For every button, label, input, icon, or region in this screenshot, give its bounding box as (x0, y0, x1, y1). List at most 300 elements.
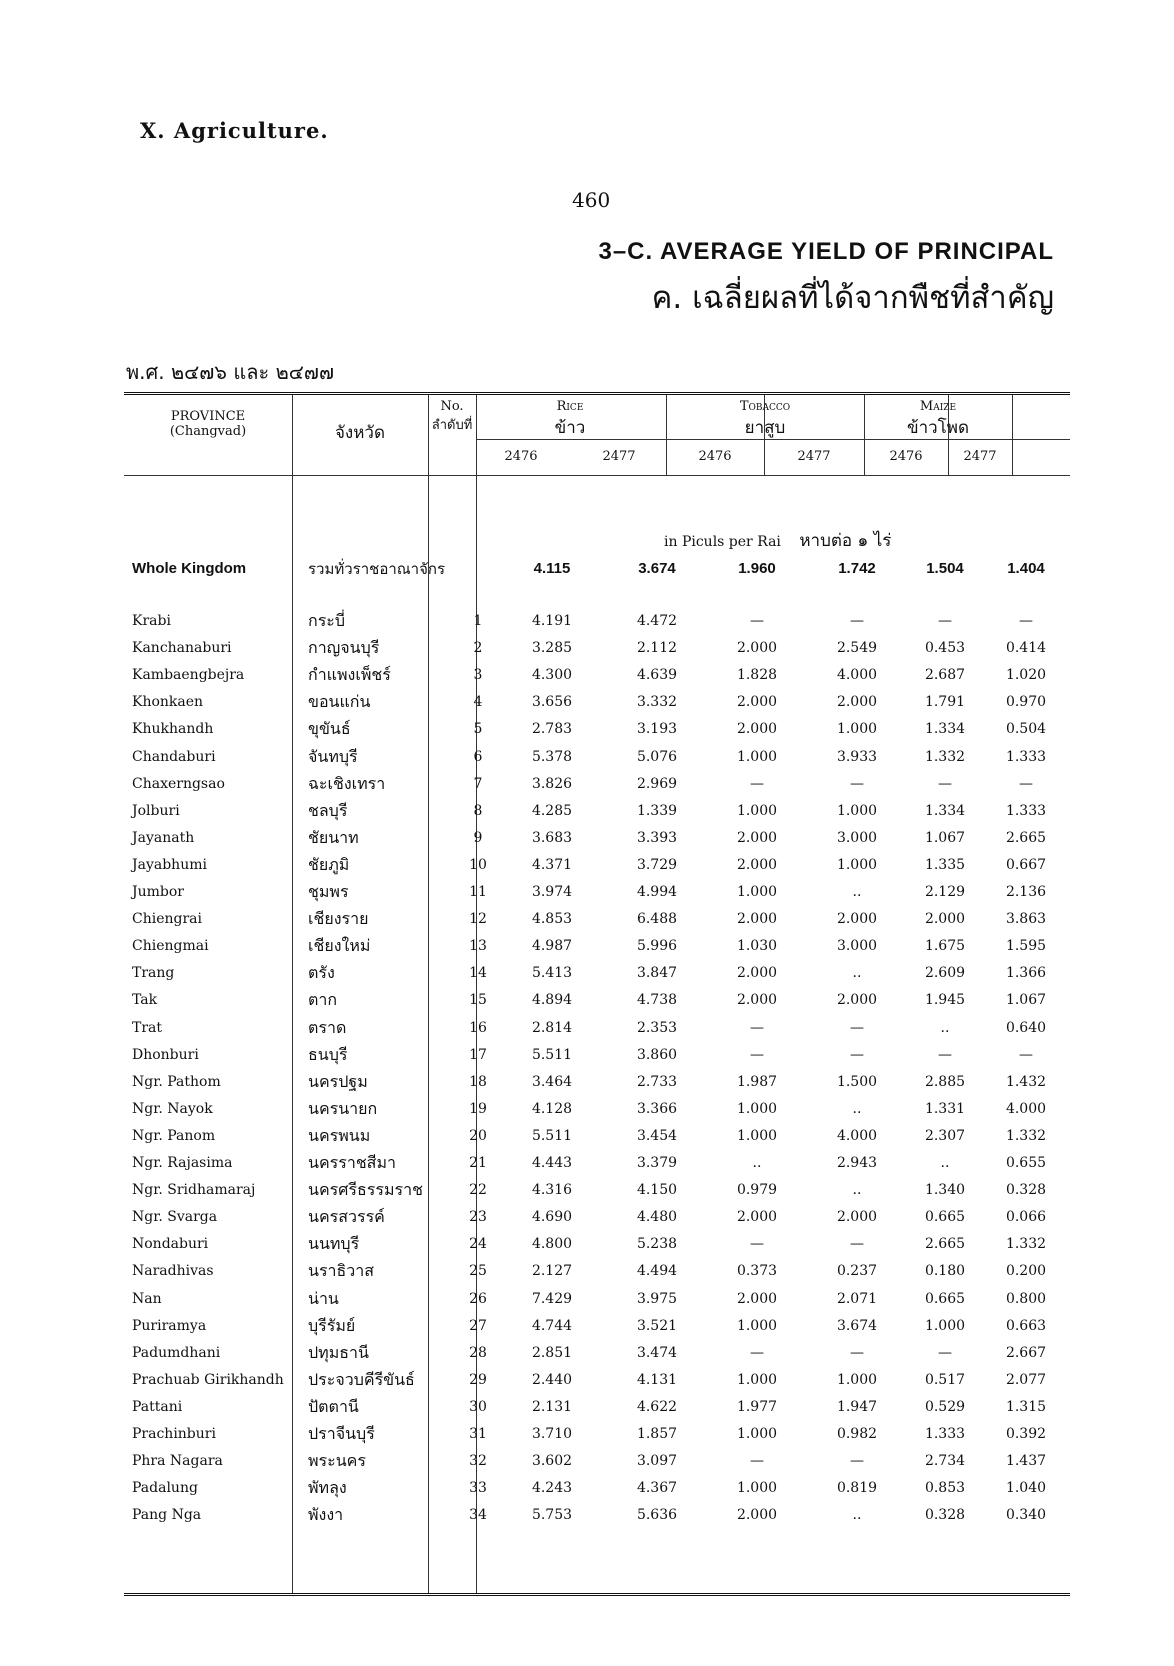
maize-header-label: Maize (919, 399, 957, 414)
yield-value: 2.000 (836, 1209, 878, 1226)
province-name-thai: ตาก (308, 990, 338, 1010)
row-number: 4 (473, 694, 483, 711)
year-header: 2477 (963, 449, 997, 464)
province-name: Padumdhani (132, 1344, 221, 1361)
row-number: 33 (469, 1480, 487, 1497)
yield-value: 2.000 (836, 911, 878, 928)
table-title-english: 3–C. AVERAGE YIELD OF PRINCIPAL (598, 238, 1054, 265)
yield-value: 2.000 (736, 1290, 778, 1307)
row-number: 11 (469, 884, 487, 900)
page-number: 460 (572, 188, 611, 212)
yield-value: 3.000 (836, 829, 878, 846)
yield-value: 2.127 (531, 1263, 573, 1280)
yield-value: 4.622 (636, 1398, 678, 1415)
yield-value: 0.663 (1005, 1317, 1047, 1334)
row-number: 27 (469, 1317, 487, 1334)
row-number: 20 (469, 1127, 487, 1144)
table-row (124, 1366, 1070, 1394)
yield-value: 1.000 (924, 1317, 966, 1334)
yield-value: 2.851 (531, 1344, 573, 1361)
yield-value: 1.067 (1005, 992, 1047, 1009)
yield-value: 0.979 (736, 1182, 778, 1199)
yield-value: 3.464 (531, 1073, 573, 1090)
province-name-thai: นครปฐม (308, 1071, 368, 1091)
maize-header (864, 399, 1012, 441)
yield-value: 2.667 (1005, 1344, 1047, 1361)
province-name: Ngr. Nayok (132, 1100, 213, 1117)
row-number: 31 (469, 1426, 487, 1442)
yield-value: 4.150 (636, 1182, 678, 1199)
yield-value: 2.000 (836, 992, 878, 1009)
province-name-thai: เชียงราย (308, 909, 369, 929)
yield-value: 2.000 (736, 911, 778, 928)
yield-value: 0.373 (736, 1263, 778, 1280)
yield-value: 5.378 (531, 748, 573, 765)
table-row (124, 797, 1070, 825)
row-number: 28 (469, 1344, 487, 1361)
yield-value: 2.307 (924, 1127, 966, 1144)
yield-value: 2.969 (636, 775, 678, 792)
yield-value: 0.328 (924, 1507, 966, 1524)
table-row (124, 986, 1070, 1014)
table-row (124, 932, 1070, 960)
table-row (124, 824, 1070, 852)
yield-value: 0.665 (924, 1209, 966, 1226)
province-name: Puriramya (132, 1317, 207, 1334)
yield-value: 2.000 (736, 721, 778, 738)
yield-value: .. (852, 884, 862, 900)
yield-value: 1.987 (736, 1073, 778, 1090)
unit-label-english: in Piculs per Rai (664, 534, 781, 550)
yield-value: 4.894 (531, 992, 573, 1009)
yield-value: 5.076 (636, 748, 678, 765)
yield-value: 1.333 (924, 1426, 966, 1442)
province-name: Chandaburi (132, 748, 216, 765)
table-row (124, 1230, 1070, 1258)
row-number: 30 (469, 1398, 487, 1415)
yield-value: 4.853 (531, 911, 573, 928)
yield-value: 1.432 (1005, 1073, 1047, 1090)
yield-value: 1.000 (736, 802, 778, 819)
total-value: 4.115 (533, 560, 571, 577)
province-name: Trat (132, 1019, 163, 1036)
yield-value: 4.243 (531, 1480, 573, 1497)
yield-value: 3.393 (636, 829, 678, 846)
table-row (124, 770, 1070, 798)
yield-value: 4.285 (531, 802, 573, 819)
province-name: Prachuab Girikhandh (132, 1371, 284, 1388)
yield-value: 3.710 (531, 1426, 573, 1442)
yield-value: 0.392 (1005, 1426, 1047, 1442)
yield-value: 1.332 (1005, 1236, 1047, 1253)
yield-value: 4.480 (636, 1209, 678, 1226)
yield-value: 5.511 (531, 1046, 573, 1063)
row-number: 1 (473, 613, 483, 629)
province-name: Phra Nagara (132, 1453, 223, 1470)
province-name: Ngr. Sridhamaraj (132, 1182, 256, 1199)
yield-value: 1.828 (736, 667, 778, 684)
yield-value: 2.814 (531, 1019, 573, 1036)
yield-value: 3.000 (836, 938, 878, 955)
province-name-thai: พระนคร (308, 1451, 366, 1471)
yield-value: 0.414 (1005, 640, 1047, 657)
yield-value: 3.656 (531, 694, 573, 711)
yield-value: 2.687 (924, 667, 966, 684)
province-name: Trang (132, 965, 175, 982)
province-name: Naradhivas (132, 1263, 214, 1280)
yield-value: 4.472 (636, 613, 678, 629)
province-name: Jayabhumi (132, 856, 207, 873)
row-number: 12 (469, 911, 487, 928)
yield-value: 2.885 (924, 1073, 966, 1090)
yield-value: 3.683 (531, 829, 573, 846)
yield-value: 4.316 (531, 1182, 573, 1199)
yield-value: 3.285 (531, 640, 573, 657)
yield-value: 3.474 (636, 1344, 678, 1361)
yield-value: 2.440 (531, 1371, 573, 1388)
row-number: 34 (469, 1507, 487, 1524)
yield-value: — (938, 1344, 952, 1361)
yield-value: 1.791 (924, 694, 966, 711)
yield-value: 4.494 (636, 1263, 678, 1280)
province-name-thai: ฉะเชิงเทรา (308, 773, 386, 793)
province-name: Jayanath (132, 829, 195, 846)
yield-value: 0.066 (1005, 1209, 1047, 1226)
yield-value: 3.332 (636, 694, 678, 711)
table-row (124, 878, 1070, 906)
yield-value: 1.000 (836, 1371, 878, 1388)
row-number: 13 (469, 938, 487, 955)
yield-value: 1.334 (924, 721, 966, 738)
province-name: Chiengmai (132, 938, 209, 955)
yield-value: 2.000 (736, 1507, 778, 1524)
table-row (124, 1501, 1070, 1529)
total-value: 1.504 (926, 560, 964, 577)
yield-value: 1.040 (1005, 1480, 1047, 1497)
yield-value: 2.549 (836, 640, 878, 657)
grid-line (1012, 395, 1013, 475)
yield-value: 1.000 (736, 748, 778, 765)
yield-value: — (850, 1453, 864, 1470)
province-name-thai: นราธิวาส (308, 1261, 375, 1281)
province-name: Kambaengbejra (132, 667, 245, 684)
province-name: Kanchanaburi (132, 640, 232, 657)
yield-value: — (850, 1344, 864, 1361)
yield-table (124, 392, 1070, 1596)
table-row (124, 688, 1070, 716)
row-number: 17 (469, 1046, 487, 1063)
yield-value: 1.595 (1005, 938, 1047, 955)
yield-value: 2.609 (924, 965, 966, 982)
yield-value: 0.970 (1005, 694, 1047, 711)
province-name-thai: ปทุมธานี (308, 1342, 369, 1362)
tobacco-header-label: Tobacco (739, 399, 791, 414)
yield-value: — (750, 1236, 764, 1253)
province-name: Nan (132, 1290, 162, 1307)
table-row (124, 905, 1070, 933)
yield-value: 2.000 (736, 856, 778, 873)
yield-value: 2.071 (836, 1290, 878, 1307)
row-number: 32 (469, 1453, 487, 1470)
yield-value: 1.333 (1005, 748, 1047, 765)
yield-value: — (938, 613, 952, 629)
province-name-thai: จันทบุรี (308, 746, 358, 766)
yield-value: 4.800 (531, 1236, 573, 1253)
yield-value: 4.994 (636, 884, 678, 900)
yield-value: 3.097 (636, 1453, 678, 1470)
table-row (124, 1149, 1070, 1177)
yield-value: 1.437 (1005, 1453, 1047, 1470)
yield-value: 2.353 (636, 1019, 678, 1036)
yield-value: 3.933 (836, 748, 878, 765)
rice-header-label: Rice (556, 399, 584, 414)
yield-value: — (1019, 1046, 1033, 1063)
province-name-thai: ตรัง (308, 963, 335, 983)
yield-value: — (750, 613, 764, 629)
yield-value: .. (940, 1155, 950, 1171)
yield-value: — (938, 1046, 952, 1063)
yield-value: .. (752, 1155, 762, 1171)
row-number: 19 (469, 1100, 487, 1117)
yield-value: 4.000 (1005, 1100, 1047, 1117)
yield-value: 7.429 (531, 1290, 573, 1307)
row-number: 7 (473, 775, 483, 792)
yield-value: 1.030 (736, 938, 778, 955)
table-row (124, 1257, 1070, 1285)
yield-value: 1.500 (836, 1073, 878, 1090)
yield-value: 1.947 (836, 1398, 878, 1415)
yield-value: 4.131 (636, 1371, 678, 1388)
table-row (124, 1176, 1070, 1204)
yield-value: 1.339 (636, 802, 678, 819)
yield-value: 5.753 (531, 1507, 573, 1524)
province-name-thai: นครราชสีมา (308, 1153, 396, 1172)
province-name: Tak (132, 992, 158, 1009)
yield-value: — (1019, 775, 1033, 792)
yield-value: 4.738 (636, 992, 678, 1009)
table-row (124, 1285, 1070, 1313)
tobacco-header (666, 399, 864, 441)
province-name-thai: เชียงใหม่ (308, 936, 371, 956)
yield-value: 1.857 (636, 1426, 678, 1442)
yield-value: 1.000 (736, 1317, 778, 1334)
yield-value: 1.000 (836, 856, 878, 873)
yield-value: 1.000 (736, 1426, 778, 1442)
yield-value: 2.000 (736, 992, 778, 1009)
yield-value: 5.511 (531, 1127, 573, 1144)
yield-value: 2.136 (1005, 884, 1047, 900)
yield-value: 1.331 (924, 1100, 966, 1117)
number-header-thai: ลำดับที่ (431, 418, 473, 433)
yield-value: — (850, 1046, 864, 1063)
yield-value: — (850, 1019, 864, 1036)
table-row (124, 661, 1070, 689)
yield-value: 0.982 (836, 1426, 878, 1442)
province-name-thai: ปัตตานี (308, 1396, 359, 1416)
province-name: Jumbor (132, 884, 184, 900)
maize-header-thai: ข้าวโพด (906, 418, 970, 438)
row-number: 3 (473, 667, 483, 684)
table-row (124, 1068, 1070, 1096)
yield-value: 1.000 (736, 1100, 778, 1117)
province-name: Khukhandh (132, 721, 214, 738)
yield-value: 1.000 (736, 1127, 778, 1144)
total-value: 3.674 (638, 560, 676, 577)
row-number: 2 (473, 640, 483, 657)
yield-value: 0.640 (1005, 1019, 1047, 1036)
number-header-label: No. (440, 399, 464, 414)
yield-value: 2.000 (736, 829, 778, 846)
table-row (124, 1095, 1070, 1123)
province-name-thai: ประจวบคีรีขันธ์ (308, 1369, 415, 1389)
yield-value: — (750, 1019, 764, 1036)
yield-value: 0.517 (924, 1371, 966, 1388)
row-number: 18 (469, 1073, 487, 1090)
province-name: Dhonburi (132, 1046, 199, 1063)
province-name-thai: นครสวรรค์ (308, 1207, 385, 1227)
yield-value: 0.529 (924, 1398, 966, 1415)
yield-value: 4.367 (636, 1480, 678, 1497)
yield-value: 3.975 (636, 1290, 678, 1307)
row-number: 29 (469, 1371, 487, 1388)
yield-value: 2.112 (636, 640, 678, 657)
province-name-thai: กำแพงเพ็ชร์ (308, 665, 391, 685)
province-name-thai: นครศรีธรรมราช (308, 1180, 423, 1200)
table-row (124, 715, 1070, 743)
yield-value: 2.000 (924, 911, 966, 928)
row-number: 10 (469, 856, 487, 873)
province-name: Nondaburi (132, 1236, 209, 1253)
yield-value: 4.128 (531, 1100, 573, 1117)
table-row (124, 743, 1070, 771)
yield-value: 4.000 (836, 667, 878, 684)
row-number: 5 (473, 721, 483, 738)
yield-value: 0.667 (1005, 856, 1047, 873)
unit-label (664, 527, 891, 554)
table-row (124, 1014, 1070, 1042)
table-row (124, 1393, 1070, 1421)
table-row (124, 851, 1070, 879)
province-name-thai: ตราด (308, 1017, 347, 1037)
province-name-thai: นครพนม (308, 1125, 371, 1145)
row-number: 16 (469, 1019, 487, 1036)
yield-value: 4.371 (531, 856, 573, 873)
table-row (124, 634, 1070, 662)
yield-value: 1.335 (924, 856, 966, 873)
total-value: 1.404 (1007, 560, 1045, 577)
province-name: Chaxerngsao (132, 775, 225, 792)
province-name-thai: ชลบุรี (308, 800, 348, 820)
yield-value: 0.200 (1005, 1263, 1047, 1280)
province-name-thai: กาญจนบุรี (308, 638, 380, 658)
yield-value: 1.000 (736, 884, 778, 900)
yield-value: 1.366 (1005, 965, 1047, 982)
yield-value: 0.800 (1005, 1290, 1047, 1307)
yield-value: 2.665 (1005, 829, 1047, 846)
table-row (124, 1041, 1070, 1069)
yield-value: 0.665 (924, 1290, 966, 1307)
row-number: 14 (469, 965, 487, 982)
yield-value: — (850, 1236, 864, 1253)
year-header: 2477 (797, 449, 831, 464)
row-number: 15 (469, 992, 487, 1009)
thai-province-header: จังหวัด (334, 423, 386, 443)
yield-value: 4.639 (636, 667, 678, 684)
yield-value: 1.675 (924, 938, 966, 955)
yield-value: — (850, 613, 864, 629)
yield-value: 3.454 (636, 1127, 678, 1144)
province-name-thai: พัทลุง (308, 1478, 347, 1498)
yield-value: 1.332 (1005, 1127, 1047, 1144)
yield-value: 2.000 (736, 965, 778, 982)
yield-value: — (750, 1046, 764, 1063)
province-name: Krabi (132, 613, 171, 629)
yield-value: .. (940, 1019, 950, 1036)
total-row (124, 555, 1070, 583)
table-row (124, 1447, 1070, 1475)
yield-value: 2.129 (924, 884, 966, 900)
header-bottom-rule (124, 475, 1070, 476)
yield-value: 3.366 (636, 1100, 678, 1117)
table-title-thai: ค. เฉลี่ยผลที่ได้จากพืชที่สำคัญ (651, 280, 1054, 316)
province-name-thai: น่าน (308, 1288, 339, 1308)
yield-value: 3.974 (531, 884, 573, 900)
province-name: Ngr. Rajasima (132, 1155, 233, 1171)
yield-value: 6.488 (636, 911, 678, 928)
province-name: Ngr. Panom (132, 1127, 216, 1144)
yield-value: 0.180 (924, 1263, 966, 1280)
yield-value: 2.000 (736, 1209, 778, 1226)
province-name: Padalung (132, 1480, 198, 1497)
table-row (124, 1312, 1070, 1340)
yield-value: 2.943 (836, 1155, 878, 1171)
rice-header (476, 399, 664, 441)
yield-value: 5.636 (636, 1507, 678, 1524)
yield-value: 2.783 (531, 721, 573, 738)
year-header: 2476 (889, 449, 923, 464)
yield-value: — (750, 1453, 764, 1470)
yield-value: 1.000 (836, 721, 878, 738)
province-name-thai: ชุมพร (308, 882, 349, 901)
section-heading: X. Agriculture. (140, 118, 329, 143)
yield-value: 1.020 (1005, 667, 1047, 684)
province-header-label: PROVINCE (170, 409, 246, 424)
row-number: 25 (469, 1263, 487, 1280)
row-number: 24 (469, 1236, 487, 1253)
table-row (124, 607, 1070, 635)
yield-value: 1.332 (924, 748, 966, 765)
yield-value: 4.191 (531, 613, 573, 629)
province-name-thai: นครนายก (308, 1098, 378, 1118)
yield-value: .. (852, 965, 862, 982)
years-thai: พ.ศ. ๒๔๗๖ และ ๒๔๗๗ (126, 360, 335, 384)
yield-value: 2.077 (1005, 1371, 1047, 1388)
yield-value: 2.000 (836, 694, 878, 711)
yield-value: 2.131 (531, 1398, 573, 1415)
yield-value: 2.000 (736, 694, 778, 711)
province-name-thai: นนทบุรี (308, 1234, 360, 1254)
yield-value: 3.521 (636, 1317, 678, 1334)
province-header-sub: (Changvad) (169, 424, 247, 439)
total-value: 1.742 (838, 560, 876, 577)
yield-value: 1.000 (836, 802, 878, 819)
yield-value: 1.315 (1005, 1398, 1047, 1415)
yield-value: 3.729 (636, 856, 678, 873)
yield-value: 1.945 (924, 992, 966, 1009)
table-row (124, 1474, 1070, 1502)
yield-value: 0.340 (1005, 1507, 1047, 1524)
yield-value: 0.504 (1005, 721, 1047, 738)
